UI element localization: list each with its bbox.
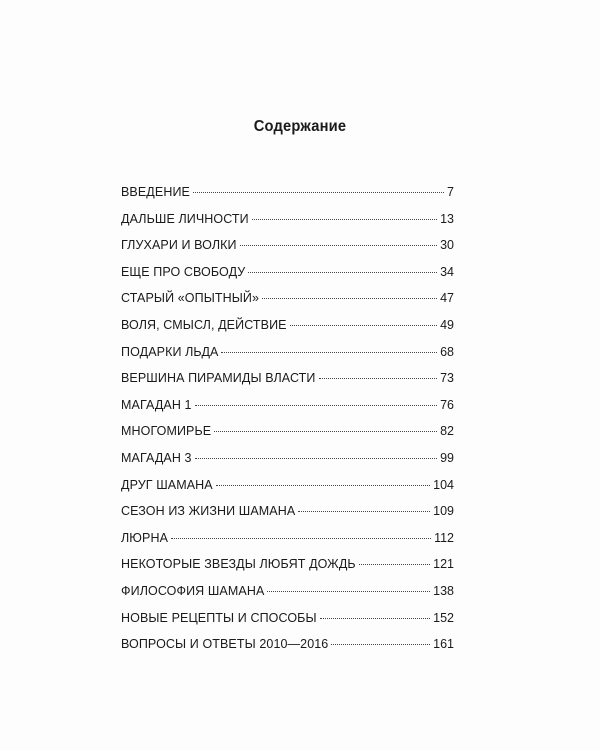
toc-entry-title: МАГАДАН 3 xyxy=(121,450,192,465)
dot-leader xyxy=(221,352,437,353)
toc-page-number: 7 xyxy=(447,185,454,199)
toc-entry-title: ПОДАРКИ ЛЬДА xyxy=(121,344,219,359)
toc-entry-title: ДРУГ ШАМАНА xyxy=(121,477,213,492)
toc-entry xyxy=(121,344,454,371)
toc-entry xyxy=(121,583,454,610)
dot-leader xyxy=(252,219,437,220)
toc-entry-title: ВВЕДЕНИЕ xyxy=(121,185,190,199)
page-title: Содержание xyxy=(253,118,347,135)
toc-page-number: 73 xyxy=(440,371,454,386)
toc-entry-title: СТАРЫЙ «ОПЫТНЫЙ» xyxy=(121,291,260,306)
toc-entry xyxy=(121,370,454,397)
toc-page-number: 99 xyxy=(440,450,454,465)
toc-page-number: 76 xyxy=(440,397,454,412)
toc-entry xyxy=(121,556,454,583)
toc-entry xyxy=(121,450,454,477)
toc-page-number: 121 xyxy=(433,557,454,572)
toc-entry xyxy=(121,211,454,238)
dot-leader xyxy=(319,378,438,379)
dot-leader xyxy=(195,405,438,406)
toc-page-number: 104 xyxy=(433,477,454,492)
toc-entry xyxy=(121,530,454,557)
dot-leader xyxy=(216,485,430,486)
toc-entry-title: ВОПРОСЫ И ОТВЕТЫ 2010—2016 xyxy=(121,637,329,652)
dot-leader xyxy=(248,272,437,273)
toc-page-number: 47 xyxy=(440,291,454,306)
toc-entry xyxy=(121,610,454,637)
dot-leader xyxy=(193,192,444,193)
toc-entry-title: ЛЮРНА xyxy=(121,530,169,545)
toc-page-number: 138 xyxy=(433,583,454,598)
toc-entry xyxy=(121,397,454,424)
toc-entry xyxy=(121,423,454,450)
toc-page-number: 49 xyxy=(440,317,454,332)
toc-page-number: 30 xyxy=(440,238,454,253)
toc-entry-title: ВЕРШИНА ПИРАМИДЫ ВЛАСТИ xyxy=(121,371,316,386)
dot-leader xyxy=(298,511,430,512)
toc-entry-title: МАГАДАН 1 xyxy=(121,397,192,412)
toc-entry-title: ГЛУХАРИ И ВОЛКИ xyxy=(121,238,237,253)
toc-page-number: 161 xyxy=(433,637,454,652)
toc-entry xyxy=(121,264,454,291)
toc-entry-title: НОВЫЕ РЕЦЕПТЫ И СПОСОБЫ xyxy=(121,610,317,625)
toc-entry-title: ВОЛЯ, СМЫСЛ, ДЕЙСТВИЕ xyxy=(121,317,287,332)
toc-page-number: 112 xyxy=(434,530,454,545)
table-of-contents xyxy=(121,184,454,663)
toc-page-number: 68 xyxy=(440,344,454,359)
toc-entry xyxy=(121,503,454,530)
dot-leader xyxy=(331,644,430,645)
dot-leader xyxy=(262,298,437,299)
dot-leader xyxy=(290,325,437,326)
toc-entry-title: МНОГОМИРЬЕ xyxy=(121,424,212,439)
toc-entry-title: ФИЛОСОФИЯ ШАМАНА xyxy=(121,583,265,598)
toc-entry xyxy=(121,477,454,504)
dot-leader xyxy=(240,245,437,246)
dot-leader xyxy=(195,458,438,459)
toc-page-number: 34 xyxy=(440,264,454,279)
toc-entry xyxy=(121,317,454,344)
toc-page-number: 109 xyxy=(433,504,454,519)
toc-entry xyxy=(121,237,454,264)
dot-leader xyxy=(320,618,431,619)
toc-page-number: 152 xyxy=(433,610,454,625)
toc-entry-title: ЕЩЕ ПРО СВОБОДУ xyxy=(121,264,246,279)
toc-entry xyxy=(121,184,454,211)
toc-page-number: 82 xyxy=(440,424,454,439)
toc-entry xyxy=(121,290,454,317)
toc-entry-title: ДАЛЬШЕ ЛИЧНОСТИ xyxy=(121,211,249,226)
toc-entry-title: СЕЗОН ИЗ ЖИЗНИ ШАМАНА xyxy=(121,504,296,519)
toc-entry-title: НЕКОТОРЫЕ ЗВЕЗДЫ ЛЮБЯТ ДОЖДЬ xyxy=(121,557,356,572)
toc-page-number: 13 xyxy=(440,211,454,226)
dot-leader xyxy=(214,431,437,432)
toc-entry xyxy=(121,636,454,663)
dot-leader xyxy=(171,538,431,539)
dot-leader xyxy=(359,564,430,565)
dot-leader xyxy=(267,591,430,592)
